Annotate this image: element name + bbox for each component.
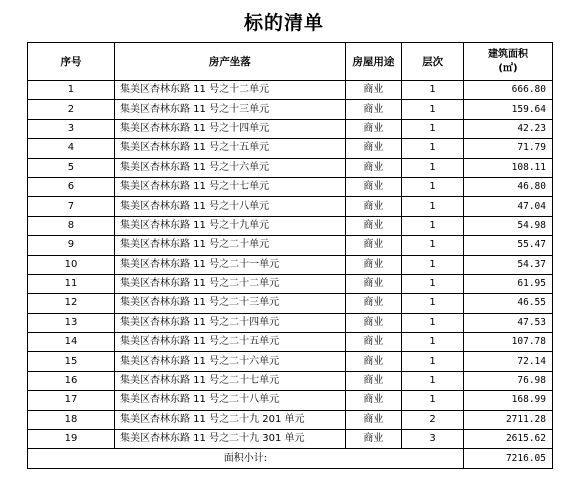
row-floor: 1 bbox=[402, 371, 464, 390]
header-floor: 层次 bbox=[402, 43, 464, 81]
row-location: 集美区杏林东路 11 号之二十八单元 bbox=[114, 391, 345, 410]
row-area: 72.14 bbox=[463, 352, 552, 371]
header-use: 房屋用途 bbox=[345, 43, 402, 81]
row-location: 集美区杏林东路 11 号之二十单元 bbox=[114, 236, 345, 255]
row-floor: 1 bbox=[402, 81, 464, 100]
table-row bbox=[28, 236, 553, 255]
row-area: 46.55 bbox=[463, 294, 552, 313]
row-area: 47.53 bbox=[463, 313, 552, 332]
row-area: 107.78 bbox=[463, 333, 552, 352]
row-no: 17 bbox=[28, 391, 115, 410]
row-use: 商业 bbox=[345, 216, 402, 235]
row-area: 61.95 bbox=[463, 274, 552, 293]
table-row bbox=[28, 255, 553, 274]
header-location: 房产坐落 bbox=[114, 43, 345, 81]
row-use: 商业 bbox=[345, 313, 402, 332]
row-location: 集美区杏林东路 11 号之二十三单元 bbox=[114, 294, 345, 313]
row-use: 商业 bbox=[345, 274, 402, 293]
row-floor: 1 bbox=[402, 139, 464, 158]
row-floor: 1 bbox=[402, 313, 464, 332]
row-no: 11 bbox=[28, 274, 115, 293]
row-no: 19 bbox=[28, 430, 115, 449]
row-no: 6 bbox=[28, 177, 115, 196]
row-use: 商业 bbox=[345, 81, 402, 100]
row-no: 3 bbox=[28, 119, 115, 138]
row-area: 54.98 bbox=[463, 216, 552, 235]
row-location: 集美区杏林东路 11 号之二十一单元 bbox=[114, 255, 345, 274]
row-no: 2 bbox=[28, 100, 115, 119]
table-row bbox=[28, 216, 553, 235]
row-floor: 1 bbox=[402, 236, 464, 255]
row-use: 商业 bbox=[345, 236, 402, 255]
row-no: 8 bbox=[28, 216, 115, 235]
row-floor: 1 bbox=[402, 352, 464, 371]
row-floor: 1 bbox=[402, 158, 464, 177]
row-use: 商业 bbox=[345, 197, 402, 216]
row-location: 集美区杏林东路 11 号之十四单元 bbox=[114, 119, 345, 138]
row-location: 集美区杏林东路 11 号之二十四单元 bbox=[114, 313, 345, 332]
row-no: 12 bbox=[28, 294, 115, 313]
row-use: 商业 bbox=[345, 352, 402, 371]
table-row bbox=[28, 430, 553, 449]
row-floor: 1 bbox=[402, 216, 464, 235]
row-floor: 1 bbox=[402, 391, 464, 410]
row-floor: 1 bbox=[402, 294, 464, 313]
row-no: 10 bbox=[28, 255, 115, 274]
row-area: 76.98 bbox=[463, 371, 552, 390]
row-no: 5 bbox=[28, 158, 115, 177]
header-area bbox=[463, 43, 552, 81]
row-location: 集美区杏林东路 11 号之十六单元 bbox=[114, 158, 345, 177]
row-area: 2711.28 bbox=[463, 410, 552, 429]
row-use: 商业 bbox=[345, 119, 402, 138]
table-body bbox=[28, 81, 553, 469]
row-area: 47.04 bbox=[463, 197, 552, 216]
row-use: 商业 bbox=[345, 371, 402, 390]
row-location: 集美区杏林东路 11 号之二十六单元 bbox=[114, 352, 345, 371]
row-no: 18 bbox=[28, 410, 115, 429]
row-area: 42.23 bbox=[463, 119, 552, 138]
row-location: 集美区杏林东路 11 号之二十九 301 单元 bbox=[114, 430, 345, 449]
table-row bbox=[28, 294, 553, 313]
row-area: 159.64 bbox=[463, 100, 552, 119]
table-row bbox=[28, 100, 553, 119]
row-use: 商业 bbox=[345, 255, 402, 274]
row-no: 4 bbox=[28, 139, 115, 158]
row-location: 集美区杏林东路 11 号之十七单元 bbox=[114, 177, 345, 196]
row-area: 55.47 bbox=[463, 236, 552, 255]
row-use: 商业 bbox=[345, 158, 402, 177]
row-area: 2615.62 bbox=[463, 430, 552, 449]
row-floor: 1 bbox=[402, 333, 464, 352]
row-floor: 1 bbox=[402, 100, 464, 119]
table-row bbox=[28, 81, 553, 100]
row-floor: 1 bbox=[402, 119, 464, 138]
row-use: 商业 bbox=[345, 139, 402, 158]
row-floor: 1 bbox=[402, 177, 464, 196]
row-location: 集美区杏林东路 11 号之十九单元 bbox=[114, 216, 345, 235]
row-no: 14 bbox=[28, 333, 115, 352]
row-use: 商业 bbox=[345, 100, 402, 119]
table-header-row bbox=[28, 43, 553, 81]
row-no: 7 bbox=[28, 197, 115, 216]
table-row bbox=[28, 139, 553, 158]
row-no: 15 bbox=[28, 352, 115, 371]
total-row bbox=[28, 449, 553, 468]
row-floor: 1 bbox=[402, 197, 464, 216]
table-row bbox=[28, 371, 553, 390]
total-label: 面积小计: bbox=[28, 449, 464, 468]
row-use: 商业 bbox=[345, 177, 402, 196]
row-no: 1 bbox=[28, 81, 115, 100]
row-location: 集美区杏林东路 11 号之十八单元 bbox=[114, 197, 345, 216]
table-row bbox=[28, 333, 553, 352]
row-no: 13 bbox=[28, 313, 115, 332]
total-value: 7216.05 bbox=[463, 449, 552, 468]
row-use: 商业 bbox=[345, 294, 402, 313]
table-row bbox=[28, 197, 553, 216]
row-location: 集美区杏林东路 11 号之十三单元 bbox=[114, 100, 345, 119]
document-title: 标的清单 bbox=[243, 12, 324, 34]
row-location: 集美区杏林东路 11 号之二十九 201 单元 bbox=[114, 410, 345, 429]
row-floor: 1 bbox=[402, 255, 464, 274]
row-area: 54.37 bbox=[463, 255, 552, 274]
row-area: 168.99 bbox=[463, 391, 552, 410]
row-use: 商业 bbox=[345, 333, 402, 352]
row-location: 集美区杏林东路 11 号之二十七单元 bbox=[114, 371, 345, 390]
row-area: 71.79 bbox=[463, 139, 552, 158]
row-floor: 3 bbox=[402, 430, 464, 449]
table-row bbox=[28, 313, 553, 332]
row-area: 46.80 bbox=[463, 177, 552, 196]
row-use: 商业 bbox=[345, 391, 402, 410]
header-no: 序号 bbox=[28, 43, 115, 81]
table-row bbox=[28, 410, 553, 429]
table-row bbox=[28, 119, 553, 138]
row-no: 9 bbox=[28, 236, 115, 255]
header-area-unit: (㎡) bbox=[498, 62, 518, 74]
asset-list-table bbox=[27, 42, 553, 469]
row-location: 集美区杏林东路 11 号之十二单元 bbox=[114, 81, 345, 100]
table-row bbox=[28, 391, 553, 410]
table-row bbox=[28, 352, 553, 371]
row-floor: 2 bbox=[402, 410, 464, 429]
row-location: 集美区杏林东路 11 号之二十二单元 bbox=[114, 274, 345, 293]
row-use: 商业 bbox=[345, 430, 402, 449]
row-use: 商业 bbox=[345, 410, 402, 429]
row-area: 666.80 bbox=[463, 81, 552, 100]
row-location: 集美区杏林东路 11 号之二十五单元 bbox=[114, 333, 345, 352]
row-area: 108.11 bbox=[463, 158, 552, 177]
row-location: 集美区杏林东路 11 号之十五单元 bbox=[114, 139, 345, 158]
table-row bbox=[28, 274, 553, 293]
table-row bbox=[28, 177, 553, 196]
row-floor: 1 bbox=[402, 274, 464, 293]
table-row bbox=[28, 158, 553, 177]
row-no: 16 bbox=[28, 371, 115, 390]
header-area-label: 建筑面积 bbox=[487, 48, 528, 60]
